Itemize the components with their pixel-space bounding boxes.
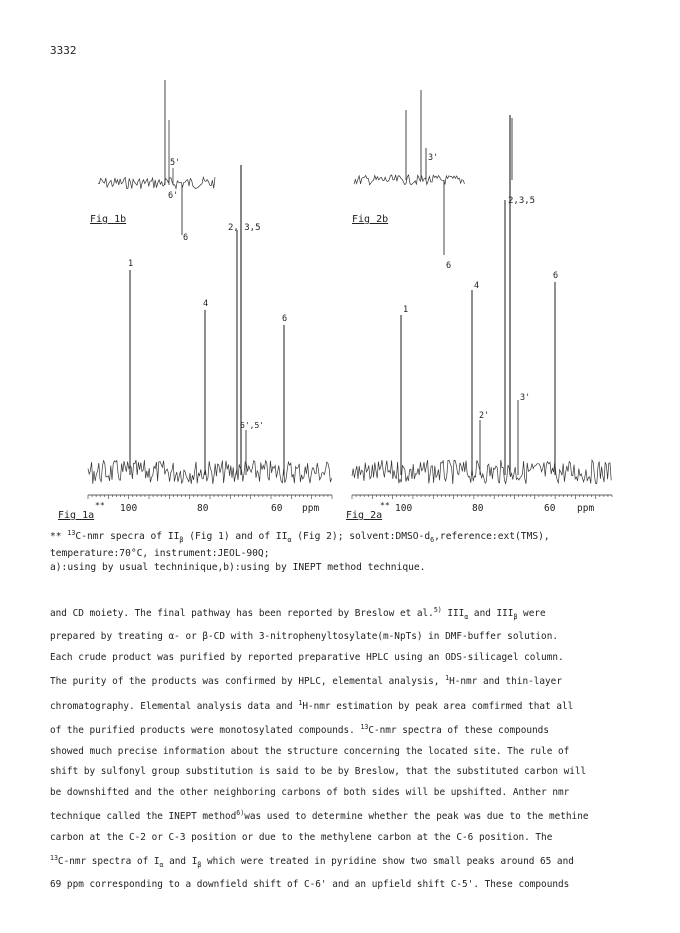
body-line-9: be downshifted and the other neighboring carbons of both sides will be upshifted. Anther nmr <box>50 786 570 798</box>
body-line-11: carbon at the C-2 or C-3 position or due to the methylene carbon at the C-6 position. The <box>50 831 553 843</box>
caption-line-1: ** $^{13}$C-nmr specra of $II_\beta$ (Fig 1) and of $II_\alpha$ (Fig 2); $solvent:DMSO-d_6,reference:ext(TMS)$, <box>50 529 550 545</box>
fig2a-label: Fig 2a <box>346 510 383 521</box>
fig1b-inept-trace <box>98 80 215 235</box>
fig2a-tick-60: 60 <box>544 503 556 514</box>
fig2a-stars: ** <box>380 501 390 510</box>
body-line-4: The purity of the products was confirmed by HPLC, elemental analysis, $^1$H-nmr and thin-layer <box>50 674 562 688</box>
fig2a-label-4: 4 <box>474 281 480 291</box>
fig1a-tick-80: 80 <box>197 503 209 514</box>
fig1a-label: Fig 1a <box>58 510 95 521</box>
fig1a-label-1: 1 <box>128 259 134 269</box>
fig2a-label-2prime: 2' <box>479 411 490 421</box>
fig2b-label: Fig 2b <box>352 214 389 225</box>
body-line-12: $^{13}$C-nmr spectra of $I_\alpha$ and $I_\beta$ which were treated in pyridine show two small peaks around 65 and <box>50 853 574 869</box>
fig2a-conventional-trace <box>352 115 612 499</box>
body-line-8: shift by sulfonyl group substitution is said to be by Breslow, that the substituted carbon will <box>50 766 587 778</box>
body-line-7: showed much precise information about the structure concerning the located site. The rule of <box>50 745 570 757</box>
fig1b-label: Fig 1b <box>90 214 127 225</box>
fig1a-label-4: 4 <box>203 299 209 309</box>
page-number: 3332 <box>50 44 77 57</box>
body-line-13: 69 ppm corresponding to a downfield shift of C-6' and an upfield shift C-5'. These compounds <box>50 879 570 891</box>
body-line-1: and CD moiety. The final pathway has been reported by Breslow et al.$^{5)}$ $III_\alpha$ and $III_\beta$ were <box>50 606 546 621</box>
caption-line-3: a):using by usual techninique,b):using by INEPT method technique. <box>50 562 426 574</box>
fig1a-tick-60: 60 <box>271 503 283 514</box>
fig2a-label-1: 1 <box>403 305 409 315</box>
body-line-10: technique called the INEPT method$^{6)}$was used to determine whether the peak was due to the methine <box>50 809 589 823</box>
body-line-6: of the purified products were monotosylated compounds. $^{13}$C-nmr spectra of these compounds <box>50 723 549 737</box>
fig1a-label-6p5p: 6',5' <box>240 421 265 430</box>
body-text <box>50 600 640 896</box>
fig1b-label-5prime: 5' <box>170 158 181 168</box>
fig1b-label-6: 6 <box>183 233 189 243</box>
fig2a-label-3prime: 3' <box>520 393 531 403</box>
figure-caption <box>50 526 550 575</box>
fig2a-label-6: 6 <box>553 271 559 281</box>
figure-2-spectra <box>340 0 620 520</box>
body-line-3: Each crude product was purified by reported preparative HPLC using an ODS-silicagel column. <box>50 651 564 663</box>
body-line-5: chromatography. Elemental analysis data and $^1$H-nmr estimation by peak area comfirmed that all <box>50 698 574 712</box>
fig2a-tick-ppm: ppm <box>577 503 595 514</box>
fig2b-label-3prime: 3' <box>428 153 439 163</box>
fig2a-label-235: 2,3,5 <box>508 196 536 206</box>
fig1b-label-6prime: 6' <box>168 191 179 201</box>
fig1a-tick-100: 100 <box>120 503 138 514</box>
fig1a-label-235: 2, 3,5 <box>228 223 261 233</box>
fig1a-stars: ** <box>95 501 105 510</box>
fig2b-inept-trace <box>354 90 512 255</box>
caption-line-2: temperature:70°C, instrument:JEOL-90Q; <box>50 548 270 560</box>
fig1a-tick-ppm: ppm <box>302 503 320 514</box>
body-line-2: prepared by treating α- or β-CD with 3-nitrophenyltosylate(m-NpTs) in DMF-buffer solution. <box>50 631 558 643</box>
fig2a-tick-100: 100 <box>395 503 413 514</box>
figure-1-spectra <box>40 0 360 520</box>
fig2a-tick-80: 80 <box>472 503 484 514</box>
fig2b-label-6: 6 <box>446 261 452 271</box>
fig1a-label-6: 6 <box>282 314 288 324</box>
